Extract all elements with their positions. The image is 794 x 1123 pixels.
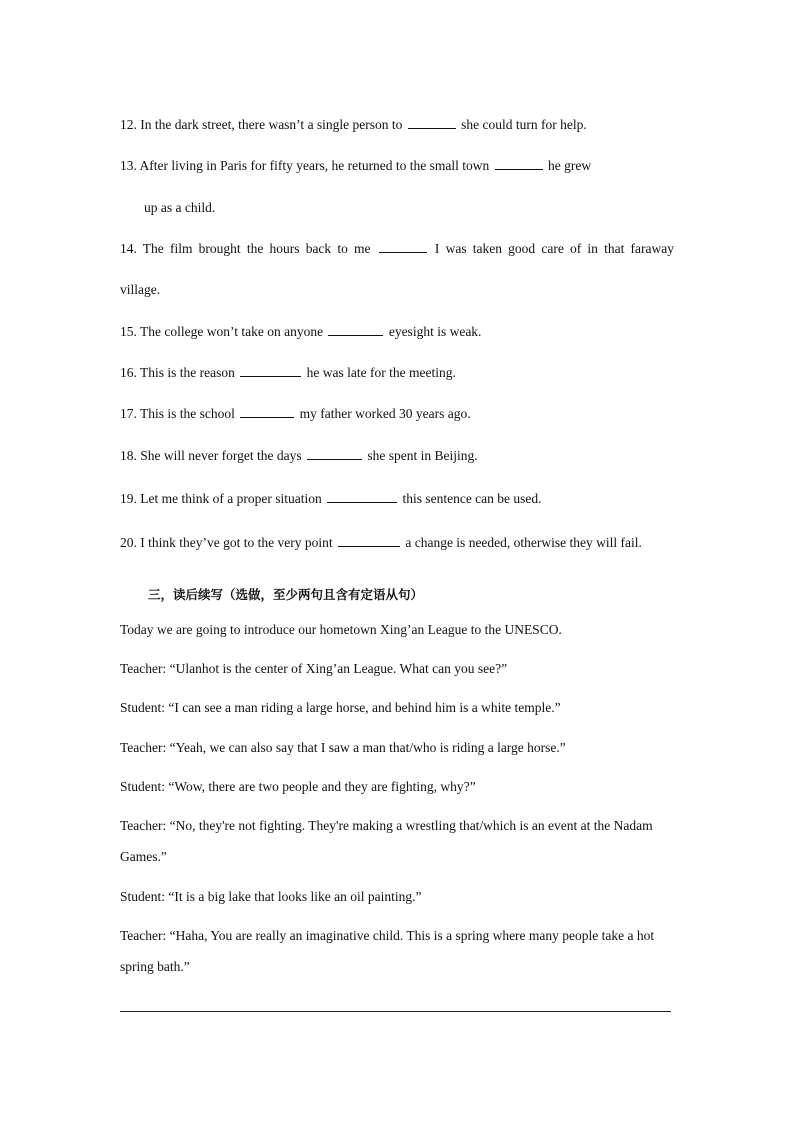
dialogue-line: Teacher: “No, they're not fighting. They're making a wrestling that/which is an event at the Nadam [120, 818, 653, 833]
exercise-20-blank[interactable] [338, 535, 400, 547]
exercise-14-text-after: I was taken good care of in that faraway [434, 241, 675, 256]
exercise-13-text-before: 13. After living in Paris for fifty years, he returned to the small town [120, 158, 490, 173]
exercise-16-text-after: he was late for the meeting. [306, 365, 456, 380]
exercise-18-text-after: she spent in Beijing. [367, 448, 478, 463]
dialogue-line-continuation: spring bath.” [120, 959, 190, 974]
dialogue-line: Student: “I can see a man riding a large horse, and behind him is a white temple.” [120, 700, 561, 715]
exercise-12-text-before: 12. In the dark street, there wasn’t a single person to [120, 117, 403, 132]
exercise-16 [120, 364, 456, 382]
exercise-20-text-after: a change is needed, otherwise they will fail. [405, 535, 642, 550]
dialogue-line: Teacher: “Haha, You are really an imaginative child. This is a spring where many people take a hot [120, 928, 655, 943]
exercise-16-blank[interactable] [240, 365, 301, 377]
section-3-intro: Today we are going to introduce our hometown Xing’an League to the UNESCO. [120, 622, 562, 637]
exercise-18-blank[interactable] [307, 448, 362, 460]
dialogue-line: Student: “It is a big lake that looks like an oil painting.” [120, 889, 422, 904]
exercise-18-text-before: 18. She will never forget the days [120, 448, 302, 463]
exercise-13 [120, 157, 591, 175]
exercise-19-text-after: this sentence can be used. [402, 491, 542, 506]
exercise-15 [120, 323, 481, 341]
exercise-17 [120, 405, 471, 423]
exercise-14 [120, 240, 674, 258]
exercise-20-text-before: 20. I think they’ve got to the very point [120, 535, 333, 550]
exercise-14-continuation: village. [120, 282, 161, 297]
exercise-19-text-before: 19. Let me think of a proper situation [120, 491, 322, 506]
exercise-12 [120, 116, 587, 134]
exercise-13-text-after: he grew [548, 158, 592, 173]
exercise-18 [120, 447, 478, 465]
exercise-19 [120, 490, 542, 508]
dialogue-line-continuation: Games.” [120, 849, 167, 864]
exercise-17-text-after: my father worked 30 years ago. [299, 406, 471, 421]
exercise-12-blank[interactable] [408, 117, 456, 129]
dialogue-line: Student: “Wow, there are two people and they are fighting, why?” [120, 779, 476, 794]
exercise-19-blank[interactable] [327, 491, 397, 503]
exercise-16-text-before: 16. This is the reason [120, 365, 235, 380]
exercise-15-text-before: 15. The college won’t take on anyone [120, 324, 324, 339]
section-3-heading: 三，读后续写（选做，至少两句且含有定语从句） [148, 587, 424, 602]
answer-writing-line[interactable] [120, 1011, 671, 1012]
exercise-13-continuation: up as a child. [144, 200, 216, 215]
dialogue-line: Teacher: “Yeah, we can also say that I saw a man that/who is riding a large horse.” [120, 740, 566, 755]
dialogue-line: Teacher: “Ulanhot is the center of Xing’an League. What can you see?” [120, 661, 508, 676]
exercise-14-text-before: 14. The film brought the hours back to me [120, 241, 371, 256]
exercise-13-blank[interactable] [495, 158, 543, 170]
exercise-15-text-after: eyesight is weak. [388, 324, 482, 339]
exercise-12-text-after: she could turn for help. [461, 117, 587, 132]
exercise-17-blank[interactable] [240, 406, 294, 418]
exercise-14-blank[interactable] [379, 241, 427, 253]
exercise-15-blank[interactable] [328, 324, 383, 336]
exercise-20 [120, 534, 642, 552]
exercise-17-text-before: 17. This is the school [120, 406, 235, 421]
